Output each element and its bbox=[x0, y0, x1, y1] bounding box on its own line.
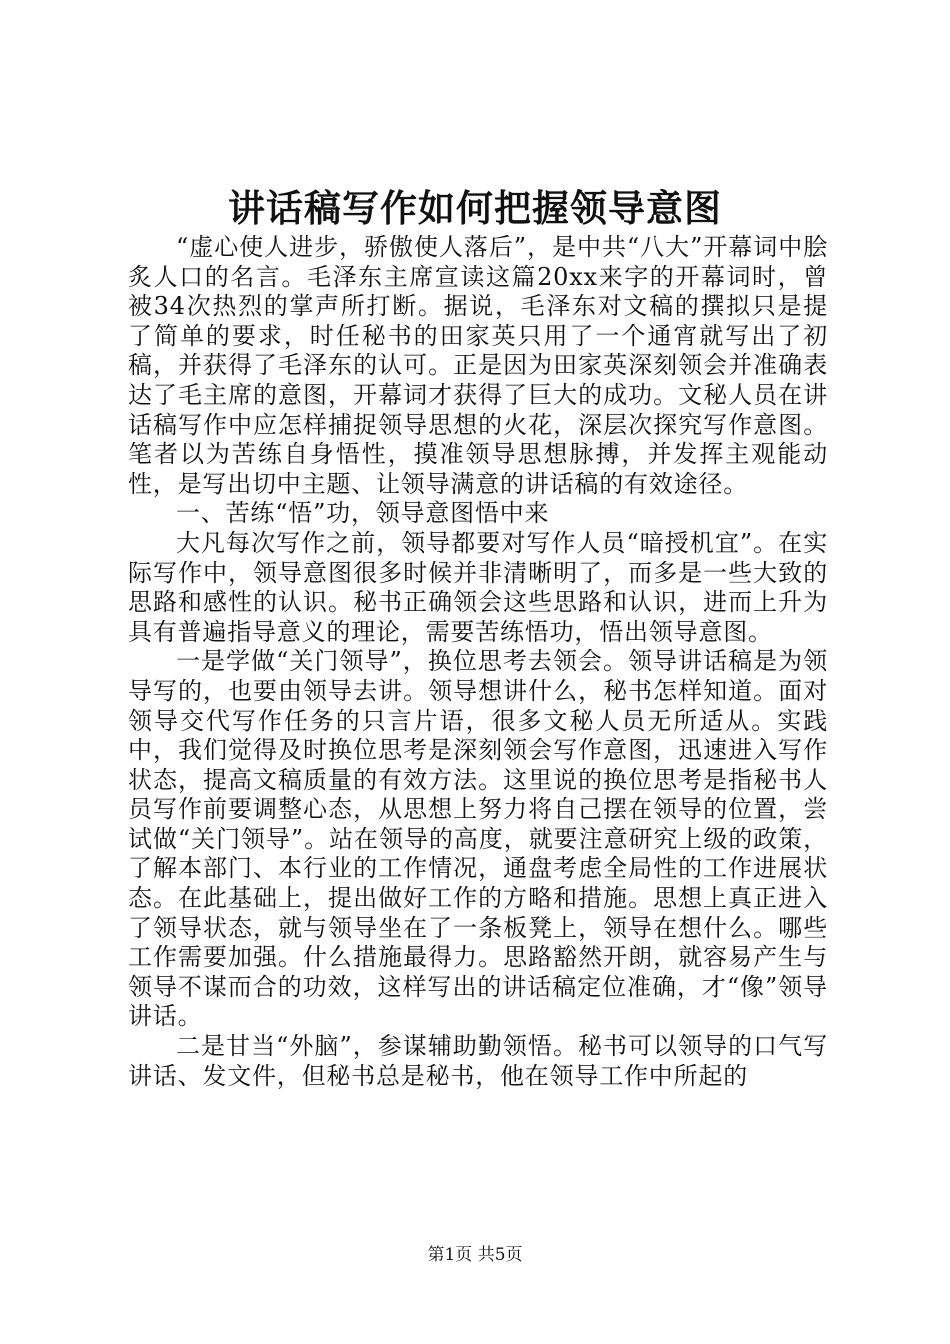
document-body bbox=[128, 233, 828, 1091]
page-indicator: 第1页 共5页 bbox=[427, 1245, 523, 1265]
paragraph-section-1: 大凡每次写作之前，领导都要对写作人员“暗授机宜”。在实际写作中，领导意图很多时候并非清晰明了，而多是一些大致的思路和感性的认识。秘书正确领会这些思路和认识，进而上升为具有普遍指导意义的理论，需要苦练悟功，悟出领导意图。 bbox=[128, 528, 828, 646]
section-heading-1: 一、苦练“悟”功，领导意图悟中来 bbox=[176, 499, 550, 528]
document-title: 讲话稿写作如何把握领导意图 bbox=[228, 186, 722, 230]
paragraph-intro: “虚心使人进步，骄傲使人落后”，是中共“八大”开幕词中脍炙人口的名言。毛泽东主席宣读这篇20xx来字的开幕词时，曾被34次热烈的掌声所打断。据说，毛泽东对文稿的撰拟只是提了简单的要求，时任秘书的田家英只用了一个通宵就写出了初稿，并获得了毛泽东的认可。正是因为田家英深刻领会并准确表达了毛主席的意图，开幕词才获得了巨大的成功。文秘人员在讲话稿写作中应怎样捕捉领导思想的火花，深层次探究写作意图。笔者以为苦练自身悟性，摸准领导思想脉搏，并发挥主观能动性，是写出切中主题、让领导满意的讲话稿的有效途径。 bbox=[128, 233, 828, 498]
paragraph-point-2: 二是甘当“外脑”，参谋辅助勤领悟。秘书可以领导的口气写讲话、发文件，但秘书总是秘书，他在领导工作中所起的 bbox=[128, 1032, 828, 1090]
paragraph-point-1: 一是学做“关门领导”，换位思考去领会。领导讲话稿是为领导写的，也要由领导去讲。领导想讲什么，秘书怎样知道。面对领导交代写作任务的只言片语，很多文秘人员无所适从。实践中，我们觉得及时换位思考是深刻领会写作意图，迅速进入写作状态，提高文稿质量的有效方法。这里说的换位思考是指秘书人员写作前要调整心态，从思想上努力将自己摆在领导的位置，尝试做“关门领导”。站在领导的高度，就要注意研究上级的政策，了解本部门、本行业的工作情况，通盘考虑全局性的工作进展状态。在此基础上，提出做好工作的方略和措施。思想上真正进入了领导状态，就与领导坐在了一条板凳上，领导在想什么。哪些工作需要加强。什么措施最得力。思路豁然开朗，就容易产生与领导不谋而合的功效，这样写出的讲话稿定位准确，才“像”领导讲话。 bbox=[128, 647, 828, 1031]
